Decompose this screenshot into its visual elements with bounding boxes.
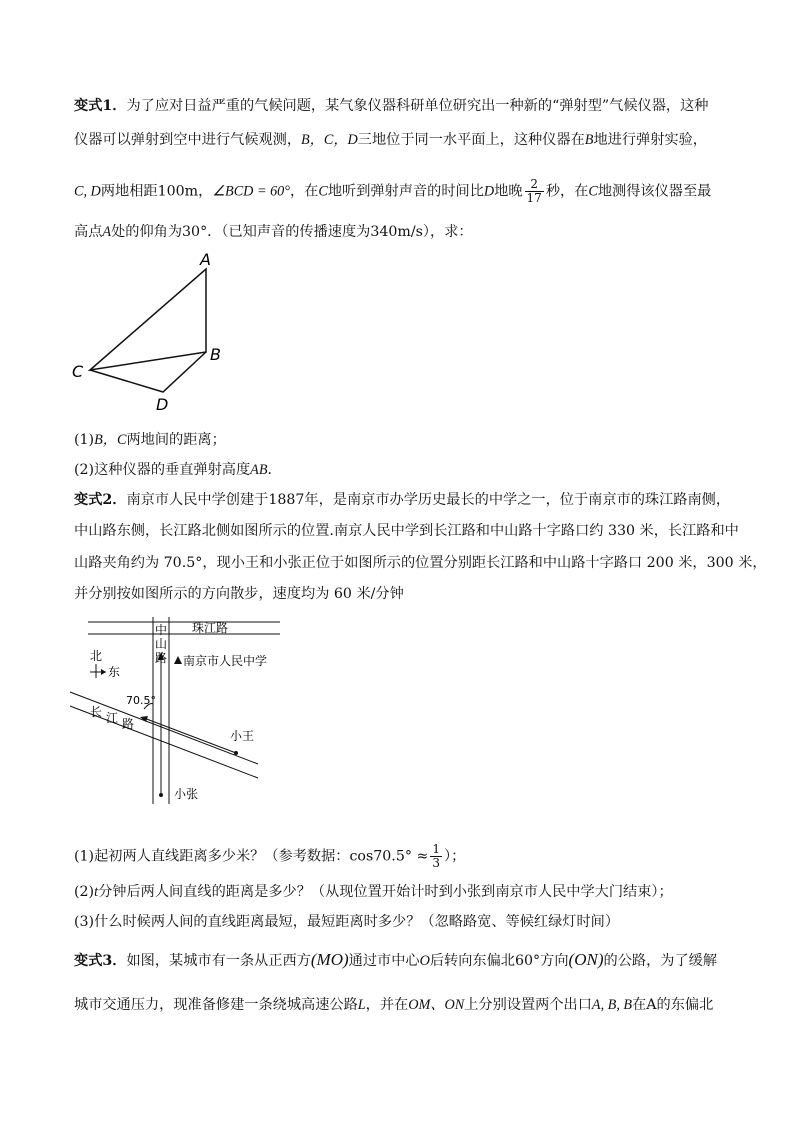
v2-text: ）； [443,848,466,865]
v1-text: ， [198,183,213,200]
fraction-numerator: 2 [525,178,544,192]
v2-question-3 [74,912,619,932]
label-b: B [210,345,221,364]
v3-math: (ON) [568,950,604,969]
v2-line2 [74,521,739,541]
v1-line3 [74,178,711,205]
lu2-label: 路 [122,717,135,731]
v1-text: 两地间的距离； [126,432,226,448]
v1-text: 仪器可以弹射到空中进行气候观测， [74,132,302,148]
v1-text: 地听到弹射声音的时间比 [327,183,484,200]
xiaowang-label: 小王 [230,729,255,743]
east-label: 东 [108,665,121,679]
xiaowang-path [144,718,236,753]
v3-text: 如图，某城市有一条从正西方 [126,953,311,969]
v2-question-1 [74,843,465,870]
v1-line2 [74,130,707,150]
v3-text: 在A的东偏北 [632,997,714,1013]
xiaozhang-dot [159,793,163,797]
v1-text: 地进行弹射实验， [593,132,707,148]
v3-text: 后转向东偏北 [429,953,515,969]
north-label: 北 [90,649,103,663]
v2-text: (1)起初两人直线距离多少米？（参考数据： [74,848,350,865]
v1-text: 三地位于同一水平面上，这种仪器在 [357,132,585,148]
v2-math: cos70.5° ≈ [349,848,429,865]
v3-var: OM、ON [408,997,465,1013]
v1-var: C [318,183,328,200]
v1-text: 高点 [74,224,103,240]
changjiang-road-line [70,692,258,764]
v2-line4 [74,584,404,604]
v1-text: 为了应对日益严重的气候问题，某气象仪器科研单位研究出一种新的“弹射型”气候仪器，这种 [126,98,709,114]
map-figure [60,612,280,812]
v1-text: 处的仰角为 [111,224,183,240]
chang-label: 长 [90,705,103,719]
v1-text: 地晚 [494,183,523,200]
jiang-label: 江 [106,711,119,725]
shan-label: 山 [155,637,168,651]
v1-var: B，C [94,432,127,448]
v3-math: (MO) [310,950,349,969]
v2-label: 变式2． [74,492,127,508]
v1-var: B [584,132,594,148]
v2-var: t [94,884,99,900]
v2-text: 山路夹角约为 70.5°，现小王和小张正位于如图所示的位置分别距长江路和中山路十字路口 200 米，300 米， [74,555,767,571]
v1-text: 两地相距 [100,183,158,200]
fraction-denominator: 17 [526,191,542,205]
v3-text: 通过市中心 [348,953,420,969]
fraction [430,843,442,870]
v1-var: AB [250,462,268,478]
v3-label: 变式3． [74,953,127,969]
v2-text: 南京市人民中学创建于1887年，是南京市办学历史最长的中学之一，位于南京市的珠江路南侧， [126,492,731,508]
triangle-figure [60,245,240,415]
v1-line4 [74,222,473,242]
v2-text: 分钟后两人间直线的距离是多少？（从现位置开始计时到小张到南京市人民中学大门结束）； [98,884,673,900]
school-label: 南京市人民中学 [183,654,268,668]
zhong-label: 中 [155,623,168,637]
fraction-denominator: 3 [432,856,440,870]
angle-label: 70.5° [126,694,156,707]
label-a: A [200,250,211,269]
v3-line1 [74,950,717,971]
v1-line1 [74,96,708,116]
v1-question-1 [74,430,226,450]
label-c: C [72,362,84,381]
compass-east-arrow-icon [101,669,106,675]
v1-text: ． [267,462,282,478]
v1-math: 30° [182,224,208,240]
xiaozhang-label: 小张 [174,787,199,801]
v1-question-2 [74,460,282,480]
v3-math: 60° [515,953,541,969]
v2-text: 并分别按如图所示的方向散步，速度均为 60 米/分钟 [74,586,404,602]
v1-text: (2)这种仪器的垂直弹射高度 [74,462,251,478]
zhujiang-label: 珠江路 [192,621,229,635]
v1-var: C, D [74,183,101,200]
v1-text: 地测得该仪器至最 [597,183,712,200]
v2-text: (2) [74,884,95,900]
v3-text: 的公路，为了缓解 [603,953,718,969]
v1-var: D [483,183,495,200]
v3-text: 上分别设置两个出口 [464,997,592,1013]
v3-var: L [357,997,366,1013]
school-marker-icon [174,656,182,664]
v1-var: B，C，D [301,132,358,148]
v2-text: (3)什么时候两人间的直线距离最短，最短距离时多少？（忽略路宽、等候红绿灯时间） [74,914,620,930]
v2-text: 中山路东侧，长江路北侧如图所示的位置.南京人民中学到长江路和中山路十字路口约 330 米，长江路和中 [74,523,739,539]
xiaowang-dot [234,751,238,755]
v2-question-2 [74,882,673,902]
v1-math: 340m/s [370,224,423,240]
fraction-numerator: 1 [432,842,440,856]
v2-line1 [74,490,730,510]
v1-text: 秒，在 [545,183,589,200]
v3-line2 [74,995,713,1015]
fraction [525,178,544,205]
v1-text: ），求： [422,224,473,240]
v1-text: (1) [74,432,95,448]
v1-text: ，在 [289,183,319,200]
v1-text: ．（已知声音的传播速度为 [207,224,371,240]
label-d: D [156,395,169,414]
triangle-abc [90,269,206,370]
v3-text: ，并在 [365,997,409,1013]
lu-label: 路 [155,651,168,665]
v2-line3 [74,553,767,573]
v1-math: ∠BCD = 60° [212,183,290,200]
triangle-cdb [90,352,206,392]
v3-text: 城市交通压力，现准备修建一条绕城高速公路 [74,997,358,1013]
v3-var: O [419,953,430,969]
v1-label: 变式1． [74,98,127,114]
v1-math: 100m [157,183,199,200]
v3-var: A, B, B [591,997,633,1013]
v1-var: A [102,224,112,240]
v1-var: C [588,183,598,200]
v3-text: 方向 [540,953,569,969]
